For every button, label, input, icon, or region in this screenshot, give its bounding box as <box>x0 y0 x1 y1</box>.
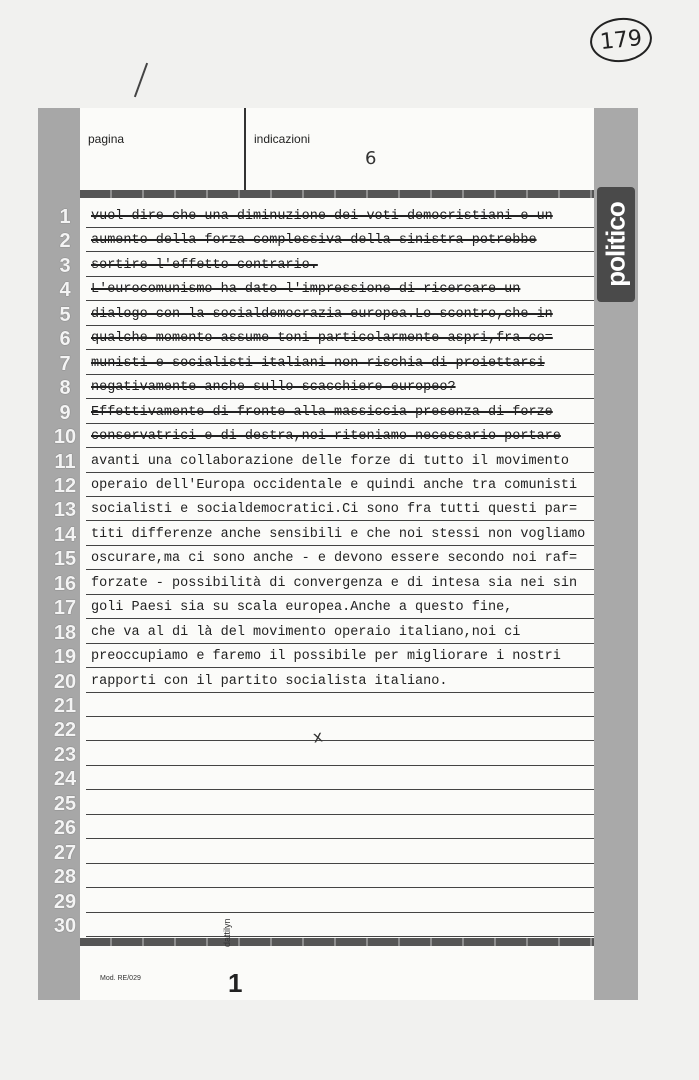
stray-pen-mark <box>134 63 148 98</box>
page-stamp-number: 179 <box>598 25 644 55</box>
line-number: 18 <box>53 621 77 644</box>
ruled-line <box>86 374 594 375</box>
pagina-label: pagina <box>88 132 125 146</box>
ruled-line <box>86 545 594 546</box>
line-number: 11 <box>54 450 76 473</box>
typed-line: rapporti con il partito socialista italiano. <box>91 673 448 689</box>
line-number: 27 <box>53 841 77 864</box>
ruled-line <box>86 251 594 252</box>
ruled-line <box>86 814 594 815</box>
ruled-line <box>86 838 594 839</box>
typed-line: L'eurocomunismo ha dato l'impressione di ricercare un <box>91 282 521 298</box>
handwritten-mark: x <box>311 726 325 747</box>
ruled-line <box>86 472 594 473</box>
ruled-line <box>86 227 594 228</box>
line-number: 4 <box>59 279 71 302</box>
line-number: 12 <box>53 474 77 497</box>
line-number: 24 <box>53 768 77 791</box>
typed-line: dialogo con la socialdemocrazia europea.Lo scontro,che in <box>91 306 553 322</box>
line-number: 13 <box>53 499 77 522</box>
ruled-line <box>86 692 594 693</box>
typed-line: sortire l'effetto contrario. <box>91 257 318 273</box>
line-number: 30 <box>53 915 77 938</box>
copy-number: 1 <box>228 968 243 998</box>
typed-line: goli Paesi sia su scala europea.Anche a questo fine, <box>91 600 513 616</box>
line-number: 1 <box>59 206 71 228</box>
ruled-line <box>86 496 594 497</box>
typed-line: munisti e socialisti italiani non rischia di proiettarsi <box>91 355 545 371</box>
ruled-line <box>86 912 594 913</box>
ruled-line <box>86 887 594 888</box>
handwritten-page-note: 6 <box>365 148 377 169</box>
line-number: 21 <box>53 695 77 717</box>
line-number: 19 <box>53 646 77 669</box>
header-pagina-box <box>80 108 246 190</box>
ruled-line <box>86 594 594 595</box>
ruled-line <box>86 325 594 326</box>
line-number: 15 <box>53 548 77 571</box>
typed-line: aumento della forza complessiva della sinistra potrebbe <box>91 233 537 249</box>
line-number: 29 <box>53 890 77 913</box>
page-stamp <box>588 15 654 65</box>
typed-line: operaio dell'Europa occidentale e quindi anche tra comunisti <box>91 477 578 493</box>
typed-line: conservatrici e di destra,noi riteniamo necessario portare <box>91 429 561 445</box>
typed-line: titi differenze anche sensibili e che noi stessi non vogliamo <box>91 526 586 542</box>
ruled-line <box>86 423 594 424</box>
typed-line: qualche momento assume toni particolarmente aspri,fra co= <box>91 331 553 347</box>
ruled-line <box>86 716 594 717</box>
line-number: 10 <box>53 426 77 449</box>
ruled-line <box>86 520 594 521</box>
line-number: 3 <box>59 254 71 277</box>
line-number: 23 <box>53 743 77 766</box>
ruled-line <box>86 863 594 864</box>
line-number: 28 <box>53 866 77 889</box>
line-number: 16 <box>53 572 77 595</box>
politico-label: politico <box>600 202 631 287</box>
line-number: 7 <box>59 352 71 375</box>
ruled-line <box>86 789 594 790</box>
typed-line: forzate - possibilità di convergenza e di intesa sia nei sin <box>91 575 578 591</box>
typed-line: socialisti e socialdemocratici.Ci sono fra tutti questi par= <box>91 502 578 518</box>
line-number: 22 <box>53 719 77 742</box>
typed-line: avanti una collaborazione delle forze di tutto il movimento <box>91 453 569 469</box>
typed-line: che va al di là del movimento operaio italiano,noi ci <box>91 624 521 640</box>
line-number: 26 <box>53 817 77 840</box>
ruled-line <box>86 276 594 277</box>
top-separator-band <box>80 190 594 198</box>
line-number: 9 <box>59 401 71 424</box>
line-number: 5 <box>59 303 71 326</box>
ruled-line <box>86 300 594 301</box>
line-number: 2 <box>59 230 71 253</box>
line-number: 6 <box>59 328 71 351</box>
line-number: 14 <box>53 523 77 546</box>
ruled-line <box>86 765 594 766</box>
typed-line: preoccupiamo e faremo il possibile per migliorare i nostri <box>91 649 561 665</box>
ruled-line <box>86 740 594 741</box>
indicazioni-label: indicazioni <box>254 132 311 146</box>
ruled-line <box>86 936 594 937</box>
model-code: Mod. RE/029 <box>100 975 141 982</box>
ruled-line <box>86 643 594 644</box>
dattilo-label: dattilyn <box>222 918 232 947</box>
line-number: 8 <box>59 377 71 400</box>
line-number: 25 <box>53 792 77 815</box>
typed-line: oscurare,ma ci sono anche - e devono essere secondo noi raf= <box>91 551 578 567</box>
line-number: 20 <box>53 670 77 693</box>
typed-line: negativamente anche sullo scacchiere europeo? <box>91 380 456 396</box>
typed-line: vuol dire che una diminuzione dei voti democristiani e un <box>91 209 553 224</box>
politico-tab <box>597 187 635 302</box>
header-indicazioni-box <box>246 108 592 190</box>
line-number: 17 <box>53 597 77 620</box>
bottom-separator-band <box>80 938 594 946</box>
ruled-line <box>86 667 594 668</box>
ruled-line <box>86 618 594 619</box>
ruled-line <box>86 447 594 448</box>
ruled-line <box>86 398 594 399</box>
typed-line: Effettivamente di fronte alla massiccia presenza di forze <box>91 404 553 420</box>
ruled-line <box>86 349 594 350</box>
ruled-line <box>86 569 594 570</box>
